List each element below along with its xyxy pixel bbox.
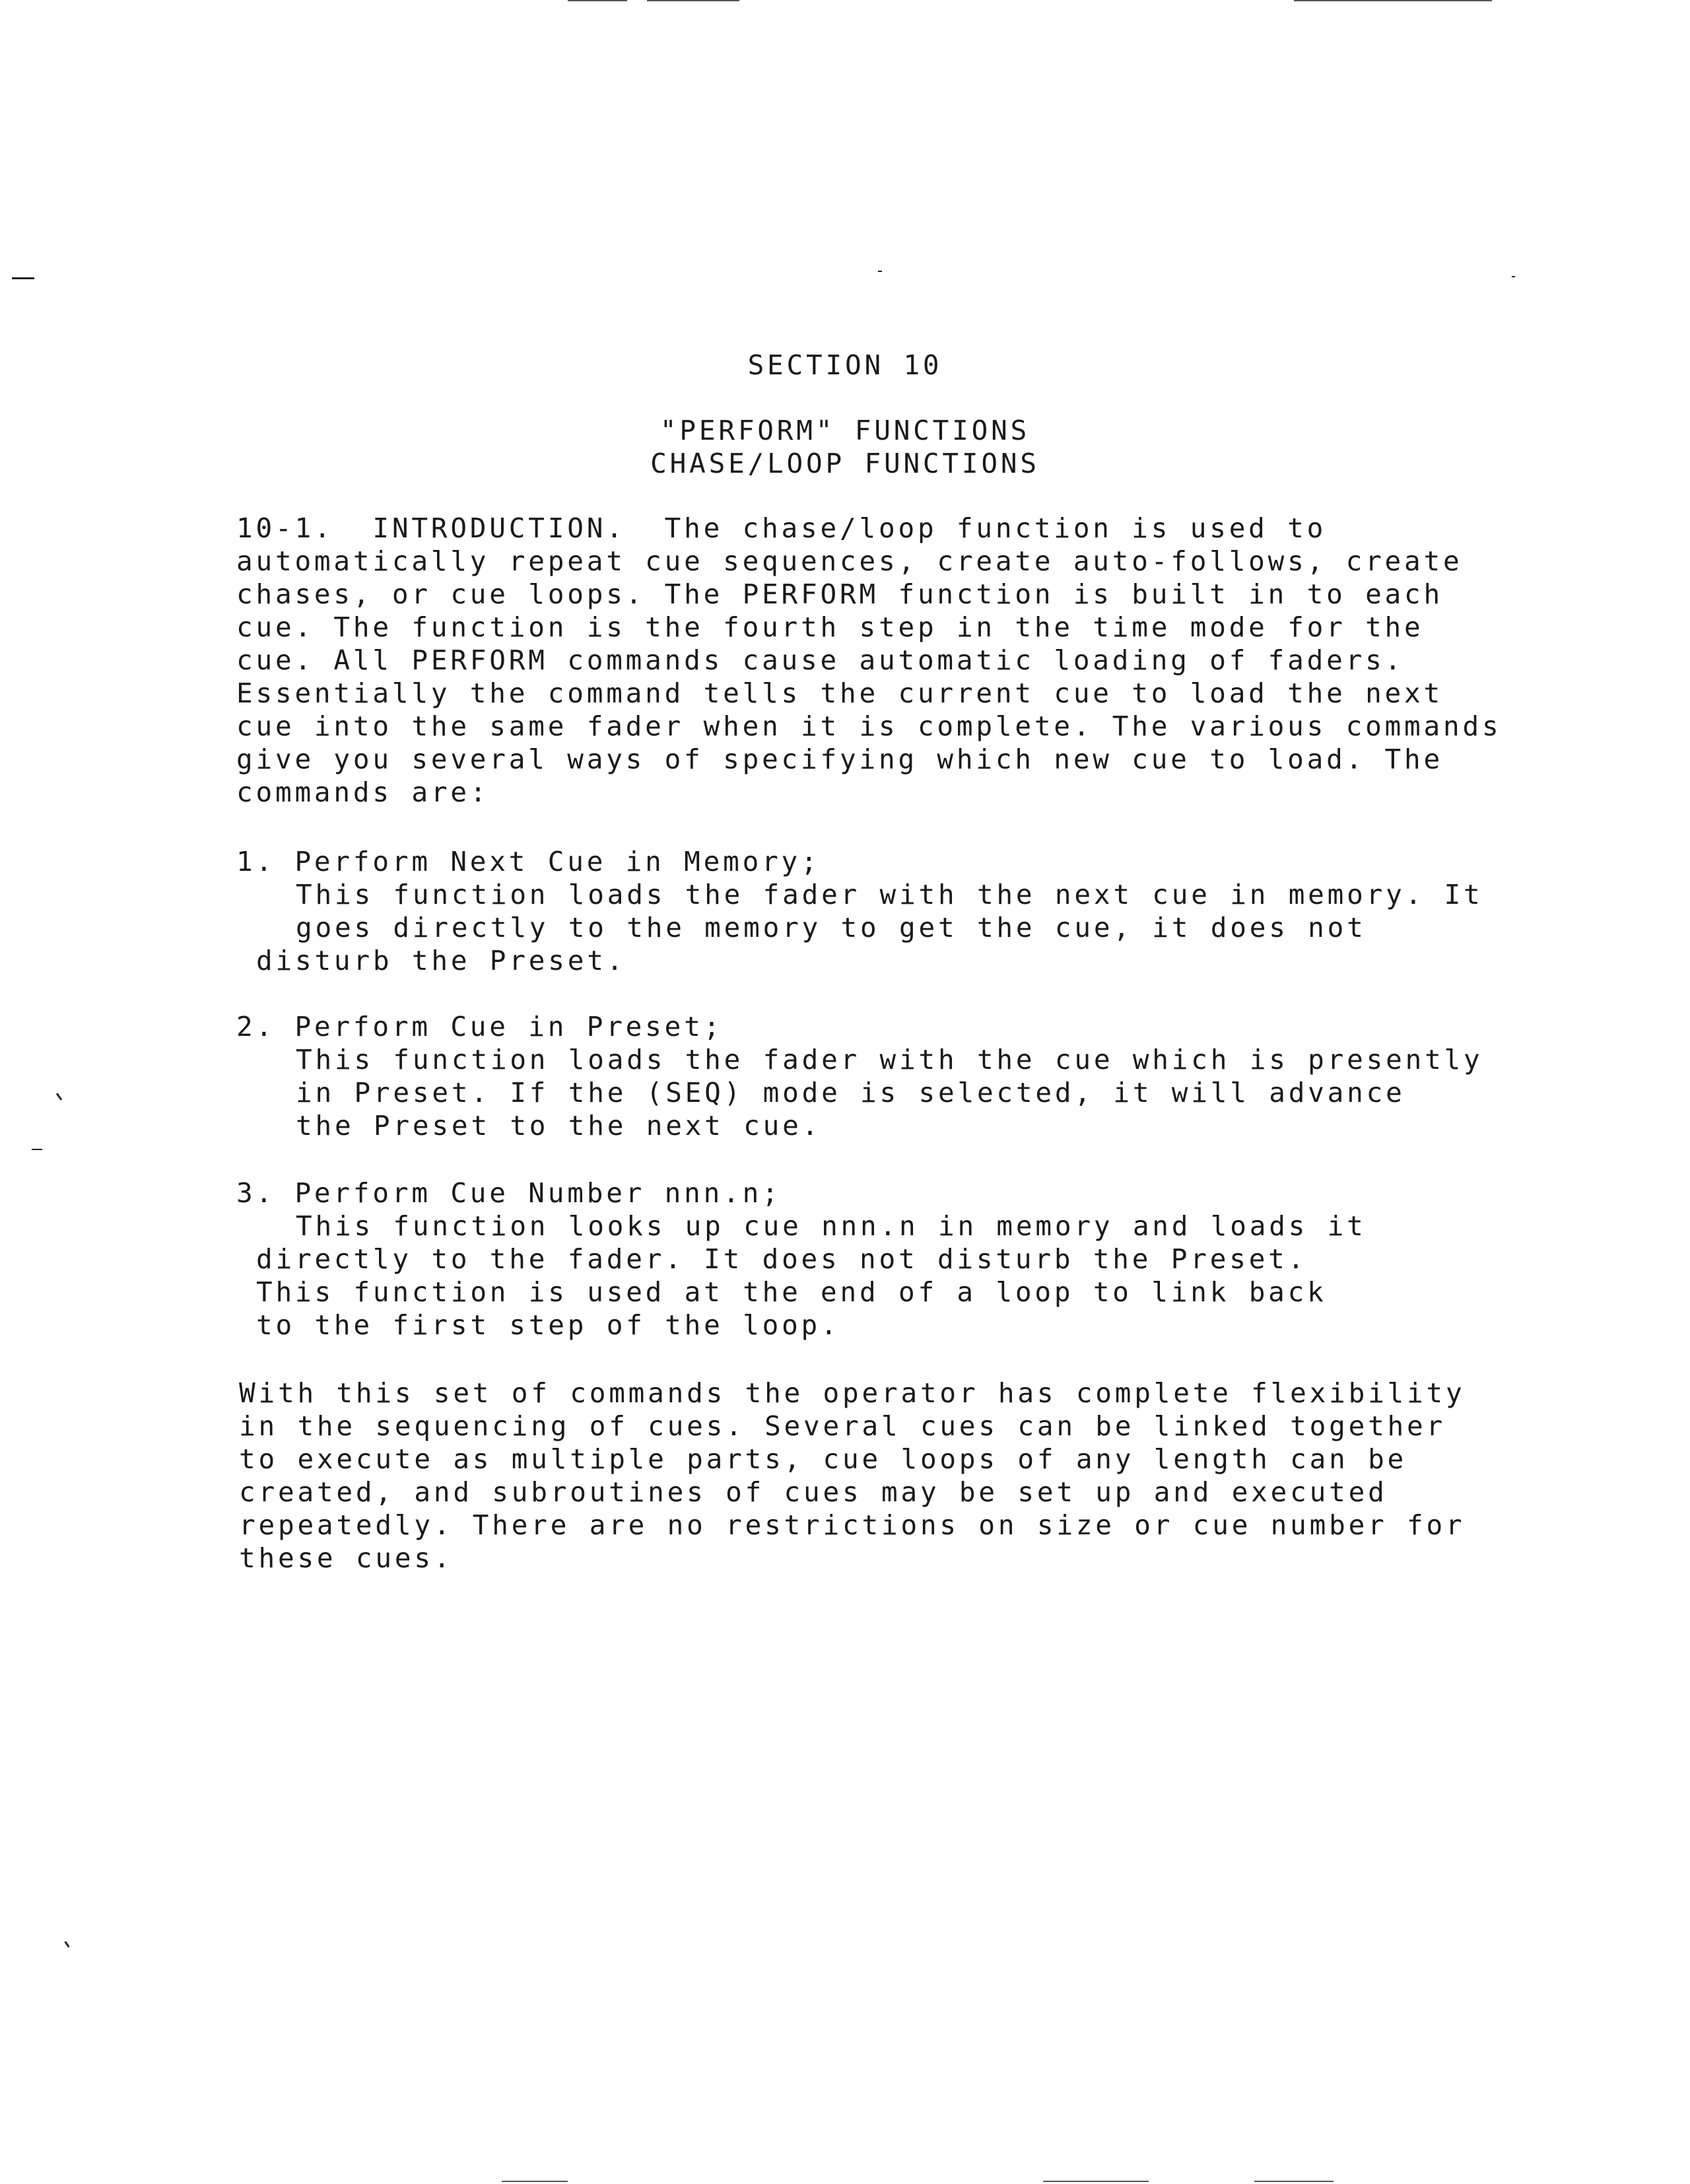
section-title-line-1: "PERFORM" FUNCTIONS [659,415,1031,446]
list-item-line: This function looks up cue nnn.n in memory and loads it [296,1210,1367,1242]
list-item-line: to the first step of the loop. [256,1309,840,1341]
scan-speck [32,1149,42,1150]
section-title-line-2: CHASE/LOOP FUNCTIONS [650,448,1040,479]
intro-line: cue. The function is the fourth step in the time mode for the [236,611,1424,643]
section-heading: SECTION 10 [747,349,943,381]
intro-line: chases, or cue loops. The PERFORM function is built in to each [236,578,1444,610]
scan-speck [64,1941,69,1948]
scan-speck [878,271,882,272]
scan-edge-mark [502,2181,568,2182]
list-item-line: This function is used at the end of a loop to link back [256,1276,1327,1308]
intro-line: automatically repeat cue sequences, create auto-follows, create [236,545,1463,577]
scan-speck [12,277,34,279]
intro-line: commands are: [236,776,490,808]
closing-line: repeatedly. There are no restrictions on size or cue number for [239,1509,1466,1541]
closing-line: these cues. [239,1542,454,1574]
intro-line: 10-1. INTRODUCTION. The chase/loop function is used to [236,512,1327,544]
closing-line: to execute as multiple parts, cue loops of any length can be [239,1443,1407,1475]
scan-edge-mark [1254,2181,1334,2182]
list-item-line: goes directly to the memory to get the cue, it does not [296,912,1367,943]
list-item-heading: 1. Perform Next Cue in Memory; [236,846,821,877]
list-item-line: directly to the fader. It does not disturb the Preset. [256,1243,1308,1275]
intro-line: Essentially the command tells the current cue to load the next [236,677,1444,709]
scan-edge-mark [568,0,627,1]
scan-edge-mark [1043,2181,1149,2182]
scan-speck [56,1093,62,1101]
scan-edge-mark [647,0,739,1]
intro-line: cue into the same fader when it is complete. The various commands [236,710,1502,742]
scan-edge-mark [1294,0,1492,1]
list-item-heading: 3. Perform Cue Number nnn.n; [236,1177,782,1209]
list-item-line: This function loads the fader with the cue which is presently [296,1044,1483,1075]
closing-line: created, and subroutines of cues may be set up and executed [239,1476,1388,1508]
list-item-line: the Preset to the next cue. [296,1110,822,1142]
intro-line: give you several ways of specifying which new cue to load. The [236,743,1444,775]
closing-line: in the sequencing of cues. Several cues can be linked together [239,1410,1446,1442]
scan-speck [1512,276,1515,277]
intro-line: cue. All PERFORM commands cause automatic loading of faders. [236,644,1405,676]
list-item-line: disturb the Preset. [256,945,626,976]
list-item-line: in Preset. If the (SEQ) mode is selected, it will advance [296,1077,1405,1109]
closing-line: With this set of commands the operator has complete flexibility [239,1377,1466,1409]
list-item-line: This function loads the fader with the next cue in memory. It [296,879,1483,910]
list-item-heading: 2. Perform Cue in Preset; [236,1011,724,1042]
